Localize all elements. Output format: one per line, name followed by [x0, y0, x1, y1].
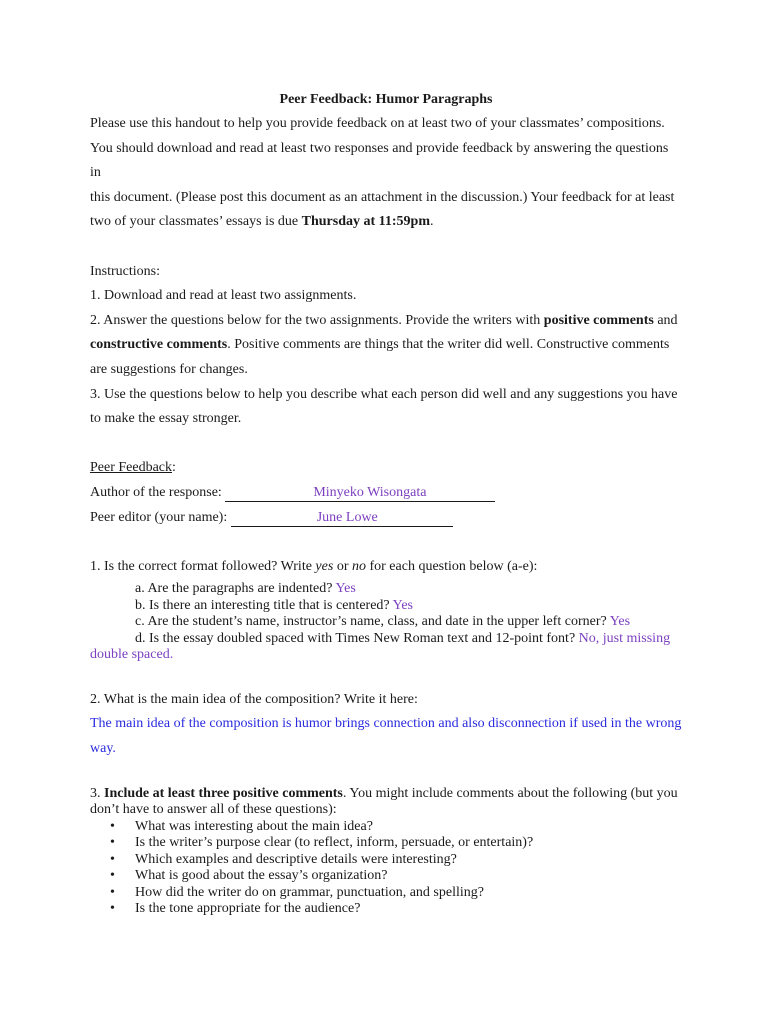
question-1d-text: d. Is the essay doubled spaced with Times New Roman text and 12-point font? [135, 630, 579, 646]
question-1d-answer: No, just missing [578, 630, 671, 646]
question-1-text-end: for each question below (a-e): [365, 558, 538, 574]
question-3-prompt [90, 786, 682, 803]
editor-row [90, 506, 682, 531]
list-item-text: How did the writer do on grammar, punctuation, and spelling? [135, 884, 484, 900]
question-1a [90, 581, 682, 598]
list-item-text: Which examples and descriptive details were interesting? [135, 851, 457, 867]
list-item [90, 852, 682, 869]
list-item-text: Is the writer’s purpose clear (to reflect, inform, persuade, or entertain)? [135, 835, 534, 851]
question-2-prompt: 2. What is the main idea of the composition? Write it here: [90, 691, 418, 707]
bullet-icon: • [110, 868, 115, 884]
question-1d [90, 631, 682, 648]
bullet-icon: • [110, 884, 115, 900]
list-item-text: What is good about the essay’s organization? [135, 868, 388, 884]
list-item [90, 901, 682, 918]
bullet-icon: • [110, 851, 115, 867]
yes-word: yes [315, 558, 334, 574]
question-1c-answer: Yes [609, 614, 631, 630]
intro-line-3: this document. (Please post this document as an attachment in the discussion.) Your feedback for at least [90, 189, 675, 205]
intro-end: . [430, 214, 434, 230]
editor-value: June Lowe [316, 509, 378, 525]
list-item-text: What was interesting about the main idea? [135, 818, 373, 834]
document-page [90, 88, 682, 918]
question-3-text: . You might include comments about the following (but you [342, 785, 678, 801]
question-3-number: 3. [90, 785, 104, 801]
author-label: Author of the response: [90, 484, 226, 500]
instructions-heading: Instructions: [90, 263, 160, 279]
instruction-2-line-2 [90, 333, 682, 358]
no-word: no [351, 558, 366, 574]
instruction-3-line-2: to make the essay stronger. [90, 411, 242, 427]
list-item [90, 819, 682, 836]
instruction-2-and: and [653, 312, 678, 328]
bullet-icon: • [110, 835, 115, 851]
question-3-prompt-cont: don’t have to answer all of these questions): [90, 802, 337, 818]
bullet-icon: • [110, 901, 115, 917]
question-1b-answer: Yes [392, 597, 413, 613]
editor-field[interactable] [231, 510, 453, 527]
question-2-answer-line-2: way. [90, 740, 116, 756]
instruction-2-line-1 [90, 309, 682, 334]
instruction-2-text-2: . Positive comments are things that the writer did well. Constructive comments [227, 337, 670, 353]
instruction-2-line-3: are suggestions for changes. [90, 361, 248, 377]
question-3-bullet-list [90, 819, 682, 918]
question-1c [90, 614, 682, 631]
positive-comments-label: positive comments [543, 312, 654, 328]
instruction-1: 1. Download and read at least two assignments. [90, 288, 357, 304]
author-field[interactable] [225, 485, 495, 502]
intro-line-1: Please use this handout to help you provide feedback on at least two of your classmates’ compositions. [90, 116, 665, 131]
intro-line-4 [90, 210, 682, 235]
question-1a-answer: Yes [335, 581, 356, 597]
question-1a-text: a. Are the paragraphs are indented? [135, 581, 336, 597]
list-item [90, 885, 682, 902]
question-3-bold: Include at least three positive comments [104, 785, 343, 801]
due-date: Thursday at 11:59pm [301, 214, 430, 230]
instruction-3-line-1: 3. Use the questions below to help you describe what each person did well and any suggestions you have [90, 386, 678, 402]
constructive-comments-label: constructive comments [90, 337, 228, 353]
question-1b [90, 598, 682, 615]
editor-label: Peer editor (your name): [90, 509, 231, 525]
peer-feedback-colon: : [172, 460, 176, 476]
author-row [90, 481, 682, 506]
bullet-icon: • [110, 818, 115, 834]
intro-text: two of your classmates’ essays is due [90, 214, 302, 230]
question-1b-text: b. Is there an interesting title that is centered? [135, 597, 393, 613]
question-1d-answer-cont: double spaced. [90, 647, 174, 663]
author-value: Minyeko Wisongata [313, 484, 427, 500]
list-item-text: Is the tone appropriate for the audience? [135, 901, 361, 917]
list-item [90, 868, 682, 885]
list-item [90, 835, 682, 852]
or-word: or [333, 558, 352, 574]
peer-feedback-heading-text: Peer Feedback [90, 460, 173, 476]
peer-feedback-heading [90, 456, 682, 481]
question-1-text: 1. Is the correct format followed? Write [90, 558, 316, 574]
question-2-answer-line-1: The main idea of the composition is humor brings connection and also disconnection if used in the wrong [90, 716, 682, 732]
question-1-prompt [90, 555, 682, 580]
instruction-2-text: 2. Answer the questions below for the two assignments. Provide the writers with [90, 312, 544, 328]
question-1c-text: c. Are the student’s name, instructor’s name, class, and date in the upper left corner? [135, 614, 610, 630]
intro-line-2: You should download and read at least two responses and provide feedback by answering the questions in [90, 140, 669, 181]
document-title: Peer Feedback: Humor Paragraphs [279, 92, 493, 107]
